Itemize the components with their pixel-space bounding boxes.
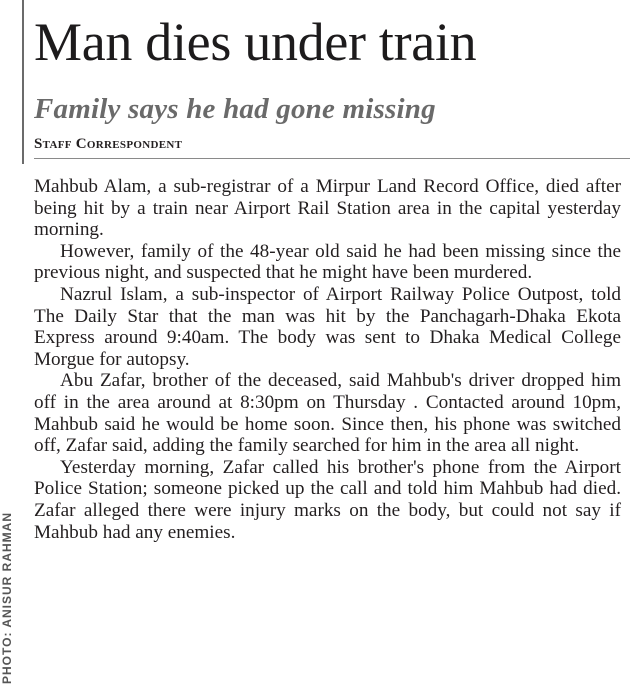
article-paragraph: Yesterday morning, Zafar called his brother's phone from the Airport Police Station; someone picked up the call and told him Mahbub had died. Zafar alleged there were injury marks on the body, but could not say if Mahbub had any enemies.: [34, 456, 621, 543]
headline-block: [22, 0, 632, 164]
article-body: [34, 176, 621, 543]
subheadline: Family says he had gone missing: [34, 93, 436, 125]
byline-divider: [34, 158, 630, 159]
photo-credit: PHOTO: ANISUR RAHMAN: [0, 512, 14, 684]
headline: Man dies under train: [34, 12, 477, 72]
byline: Staff Correspondent: [34, 136, 183, 152]
article-paragraph: Nazrul Islam, a sub-inspector of Airport Railway Police Outpost, told The Daily Star that the man was hit by the Panchagarh-Dhaka Ekota Express around 9:40am. The body was sent to Dhaka Medical College Morgue for autopsy.: [34, 283, 621, 370]
article-paragraph: Abu Zafar, brother of the deceased, said Mahbub's driver dropped him off in the area around at 8:30pm on Thursday . Contacted around 10pm, Mahbub said he would be home soon. Since then, his phone was switched off, Zafar said, adding the family searched for him in the area all night.: [34, 370, 621, 457]
article-paragraph: Mahbub Alam, a sub-registrar of a Mirpur Land Record Office, died after being hit by a train near Airport Rail Station area in the capital yesterday morning.: [34, 176, 621, 241]
article-paragraph: However, family of the 48-year old said he had been missing since the previous night, and suspected that he might have been murdered.: [34, 240, 621, 284]
